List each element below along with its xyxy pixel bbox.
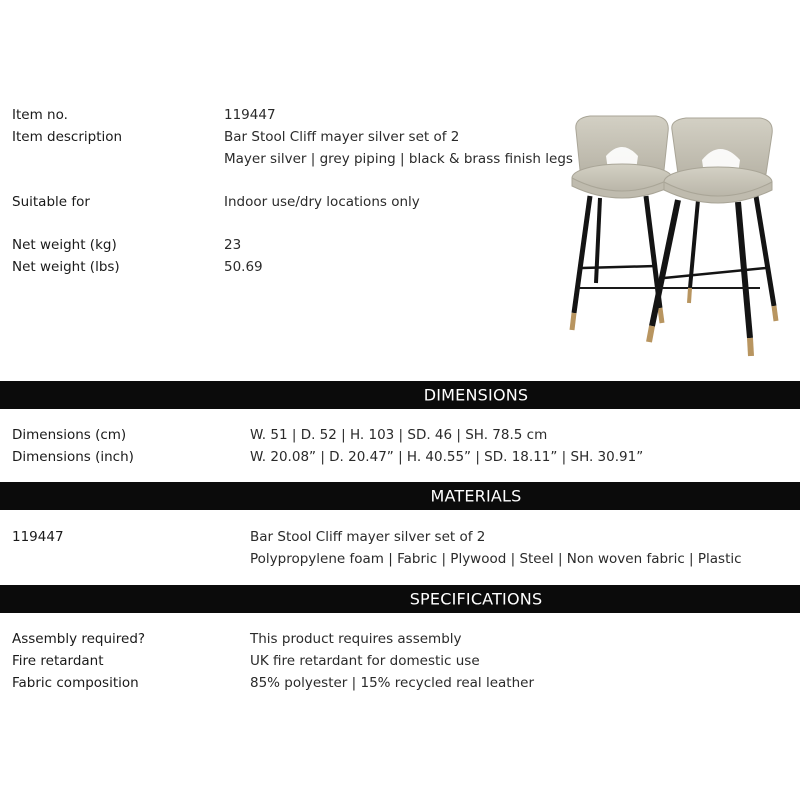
dimensions-cm-label: Dimensions (cm) (12, 427, 127, 443)
net-weight-kg-value: 23 (224, 237, 242, 253)
assembly-required-value: This product requires assembly (250, 631, 462, 647)
specifications-header-title: SPECIFICATIONS (409, 589, 543, 609)
dimensions-header (0, 381, 800, 409)
item-description-line1: Bar Stool Cliff mayer silver set of 2 (224, 129, 460, 145)
fire-retardant-label: Fire retardant (12, 653, 104, 669)
fabric-composition-value: 85% polyester | 15% recycled real leather (250, 675, 535, 691)
dimensions-inch-label: Dimensions (inch) (12, 449, 134, 465)
dimensions-header-title: DIMENSIONS (423, 385, 529, 405)
net-weight-lbs-value: 50.69 (224, 259, 263, 275)
item-no-value: 119447 (224, 107, 276, 123)
item-description-label: Item description (12, 129, 123, 145)
assembly-required-label: Assembly required? (12, 631, 146, 647)
materials-header-title: MATERIALS (430, 486, 522, 506)
suitable-for-value: Indoor use/dry locations only (224, 194, 420, 210)
materials-line1: Bar Stool Cliff mayer silver set of 2 (250, 529, 486, 545)
fabric-composition-label: Fabric composition (12, 675, 139, 691)
net-weight-kg-label: Net weight (kg) (12, 237, 117, 253)
specifications-header (0, 585, 800, 613)
net-weight-lbs-label: Net weight (lbs) (12, 259, 120, 275)
item-no-label: Item no. (12, 107, 68, 123)
materials-line2: Polypropylene foam | Fabric | Plywood | Steel | Non woven fabric | Plastic (250, 551, 742, 567)
bar-stool-front (649, 118, 776, 356)
product-image (560, 108, 785, 363)
materials-item-no: 119447 (12, 529, 64, 545)
fire-retardant-value: UK fire retardant for domestic use (250, 653, 480, 669)
suitable-for-label: Suitable for (12, 194, 90, 210)
materials-header (0, 482, 800, 510)
dimensions-cm-value: W. 51 | D. 52 | H. 103 | SD. 46 | SH. 78.5 cm (250, 427, 548, 443)
dimensions-inch-value: W. 20.08” | D. 20.47” | H. 40.55” | SD. 18.11” | SH. 30.91” (250, 449, 644, 465)
item-description-line2: Mayer silver | grey piping | black & brass finish legs (224, 151, 573, 167)
